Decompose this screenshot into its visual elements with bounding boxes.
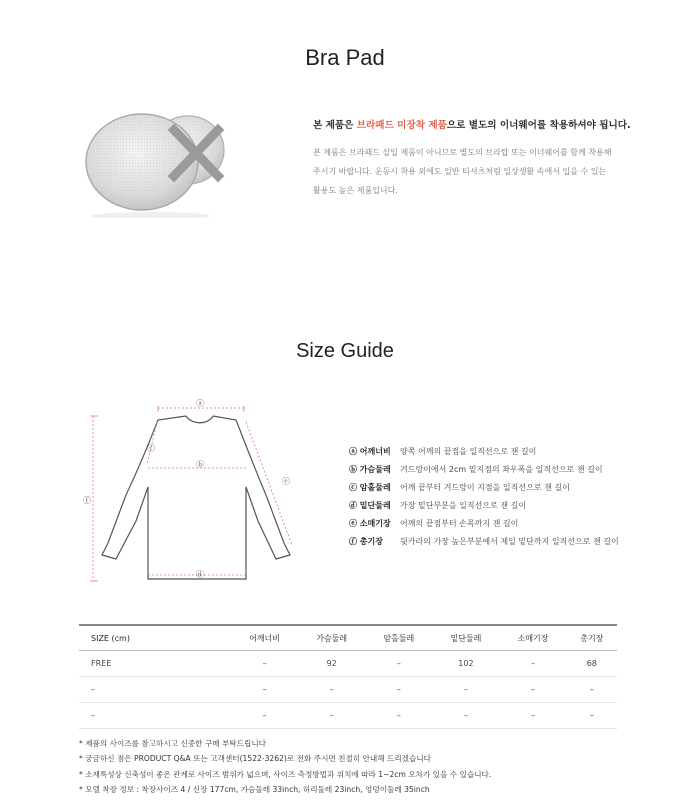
note-item: * 소재특성상 신축성이 좋은 관계로 사이즈 범위가 넓으며, 사이즈 측정방법과 위치에 따라 1~2cm 오차가 있을 수 있습니다. xyxy=(79,769,492,779)
cell: 102 xyxy=(432,651,499,677)
cell: – xyxy=(567,703,617,729)
bra-pad-headline: 본 제품은 브라패드 미장착 제품으로 별도의 이너웨어를 착용하셔야 됩니다. xyxy=(313,120,631,131)
col-header: 총기장 xyxy=(567,625,617,651)
cell: – xyxy=(432,677,499,703)
cell: – xyxy=(500,677,567,703)
mark-d: ⓓ xyxy=(196,570,204,579)
headline-highlight: 브라패드 미장착 제품 xyxy=(356,120,447,131)
size-guide-title: Size Guide xyxy=(296,340,394,362)
cell: FREE xyxy=(79,651,231,677)
col-header: 밑단둘레 xyxy=(432,625,499,651)
mark-c: ⓒ xyxy=(147,444,155,453)
legend-item: ⓕ 총기장 뒷카라의 가장 높은부분에서 제일 밑단까지 일직선으로 잰 길이 xyxy=(349,536,619,546)
cell: – xyxy=(298,677,365,703)
mark-e: ⓔ xyxy=(282,477,290,486)
table-row xyxy=(79,677,617,703)
size-notes xyxy=(79,736,491,797)
mark-b: ⓑ xyxy=(196,460,204,469)
bra-pad-x-icon xyxy=(80,108,230,218)
garment-measure-diagram xyxy=(78,395,308,595)
col-header: 소매기장 xyxy=(500,625,567,651)
legend-item: ⓑ 가슴둘레 겨드랑이에서 2cm 밑지점의 좌우폭을 일직선으로 잰 길이 xyxy=(349,464,603,474)
legend-item: ⓓ 밑단둘레 가장 밑단부분을 일직선으로 잰 길이 xyxy=(349,500,527,510)
col-header: 암홀둘레 xyxy=(365,625,432,651)
cell: – xyxy=(231,651,298,677)
note-item: * 궁금하신 점은 PRODUCT Q&A 또는 고객센터(1522-3262)로 전화 주시면 친절히 안내해 드리겠습니다 xyxy=(79,754,432,764)
measure-lines xyxy=(90,406,292,581)
cell: – xyxy=(432,703,499,729)
cell: 92 xyxy=(298,651,365,677)
note-item: * 모델 착장 정보 : 착장사이즈 4 / 신장 177cm, 가슴둘레 33inch, 허리둘레 23inch, 엉덩이둘레 35inch xyxy=(79,784,430,794)
table-row xyxy=(79,651,617,677)
legend-item: ⓐ 어깨너비 양쪽 어깨의 끝점을 일직선으로 잰 길이 xyxy=(349,446,537,456)
measure-legend xyxy=(349,442,619,550)
cell: – xyxy=(567,677,617,703)
cell: 68 xyxy=(567,651,617,677)
cell: – xyxy=(79,677,231,703)
legend-item: ⓒ 암홀둘레 어깨 끝부터 겨드랑이 지점을 일직선으로 잰 길이 xyxy=(349,482,570,492)
cell: – xyxy=(298,703,365,729)
mark-f: ⓕ xyxy=(83,496,91,505)
table-row xyxy=(79,703,617,729)
long-sleeve-tee-outline xyxy=(102,416,290,579)
cell: – xyxy=(231,703,298,729)
legend-item: ⓔ 소매기장 어깨의 끝점부터 손목까지 잰 길이 xyxy=(349,518,519,528)
bra-pad-title: Bra Pad xyxy=(305,45,385,70)
cell: – xyxy=(365,651,432,677)
col-header: SIZE (cm) xyxy=(79,625,231,651)
cell: – xyxy=(500,651,567,677)
col-header: 어깨너비 xyxy=(231,625,298,651)
mark-a: ⓐ xyxy=(196,399,204,408)
cell: – xyxy=(365,703,432,729)
cell: – xyxy=(231,677,298,703)
col-header: 가슴둘레 xyxy=(298,625,365,651)
cell: – xyxy=(500,703,567,729)
note-item: * 제품의 사이즈를 참고하시고 신중한 구매 부탁드립니다 xyxy=(79,739,266,748)
cell: – xyxy=(79,703,231,729)
size-table xyxy=(79,624,617,729)
table-header-row xyxy=(79,625,617,651)
bra-pad-description: 본 제품은 브라패드 삽입 제품이 아니므로 별도의 브라탑 또는 이너웨어를 함께 착용해주시기 바랍니다. 운동시 착용 외에도 일반 티셔츠처럼 일상생활 속에서 입을 수 있는 활용도 높은 제품입니다. xyxy=(313,148,612,195)
cell: – xyxy=(365,677,432,703)
